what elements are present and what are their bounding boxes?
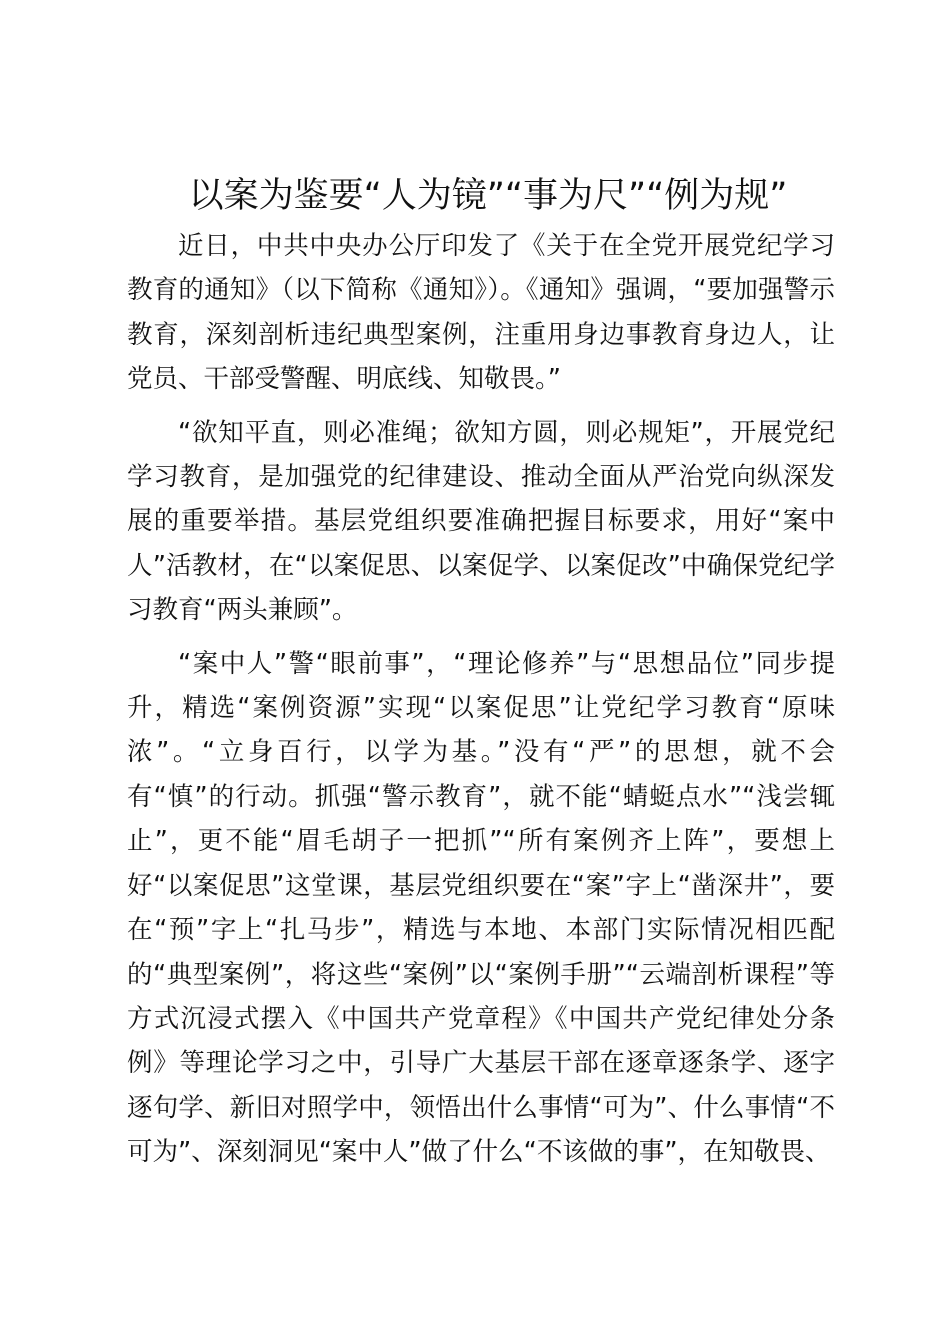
paragraph-2: “欲知平直，则必准绳；欲知方圆，则必规矩”，开展党纪学习教育，是加强党的纪律建设、推动全面从严治党向纵深发展的重要举措。基层党组织要准确把握目标要求，用好“案中人”活教材，在“以案促思、以案促学、以案促改”中确保党纪学习教育“两头兼顾”。: [127, 417, 835, 626]
paragraph-3: “案中人”警“眼前事”，“理论修养”与“思想品位”同步提升，精选“案例资源”实现“以案促思”让党纪学习教育“原味浓”。“立身百行，以学为基。”没有“严”的思想，就不会有“慎”的行动。抓强“警示教育”，就不能“蜻蜓点水”“浅尝辄止”，更不能“眉毛胡子一把抓”“所有案例齐上阵”，要想上好“以案促思”这堂课，基层党组织要在“案”字上“凿深井”，要在“预”字上“扎马步”，精选与本地、本部门实际情况相匹配的“典型案例”，将这些“案例”以“案例手册”“云端剖析课程”等方式沉浸式摆入《中国共产党章程》《中国共产党纪律处分条例》等理论学习之中，引导广大基层干部在逐章逐条学、逐字逐句学、新旧对照学中，领悟出什么事情“可为”、什么事情“不可为”、深刻洞见“案中人”做了什么“不该做的事”，在知敬畏、: [127, 648, 835, 1168]
paragraph-1: 近日，中共中央办公厅印发了《关于在全党开展党纪学习教育的通知》（以下简称《通知》）。《通知》强调，“要加强警示教育，深刻剖析违纪典型案例，注重用身边事教育身边人，让党员、干部受警醒、明底线、知敬畏。”: [127, 231, 835, 395]
document-title: 以案为鉴要“人为镜”“事为尺”“例为规”: [188, 176, 788, 216]
document-page: [127, 168, 835, 1184]
